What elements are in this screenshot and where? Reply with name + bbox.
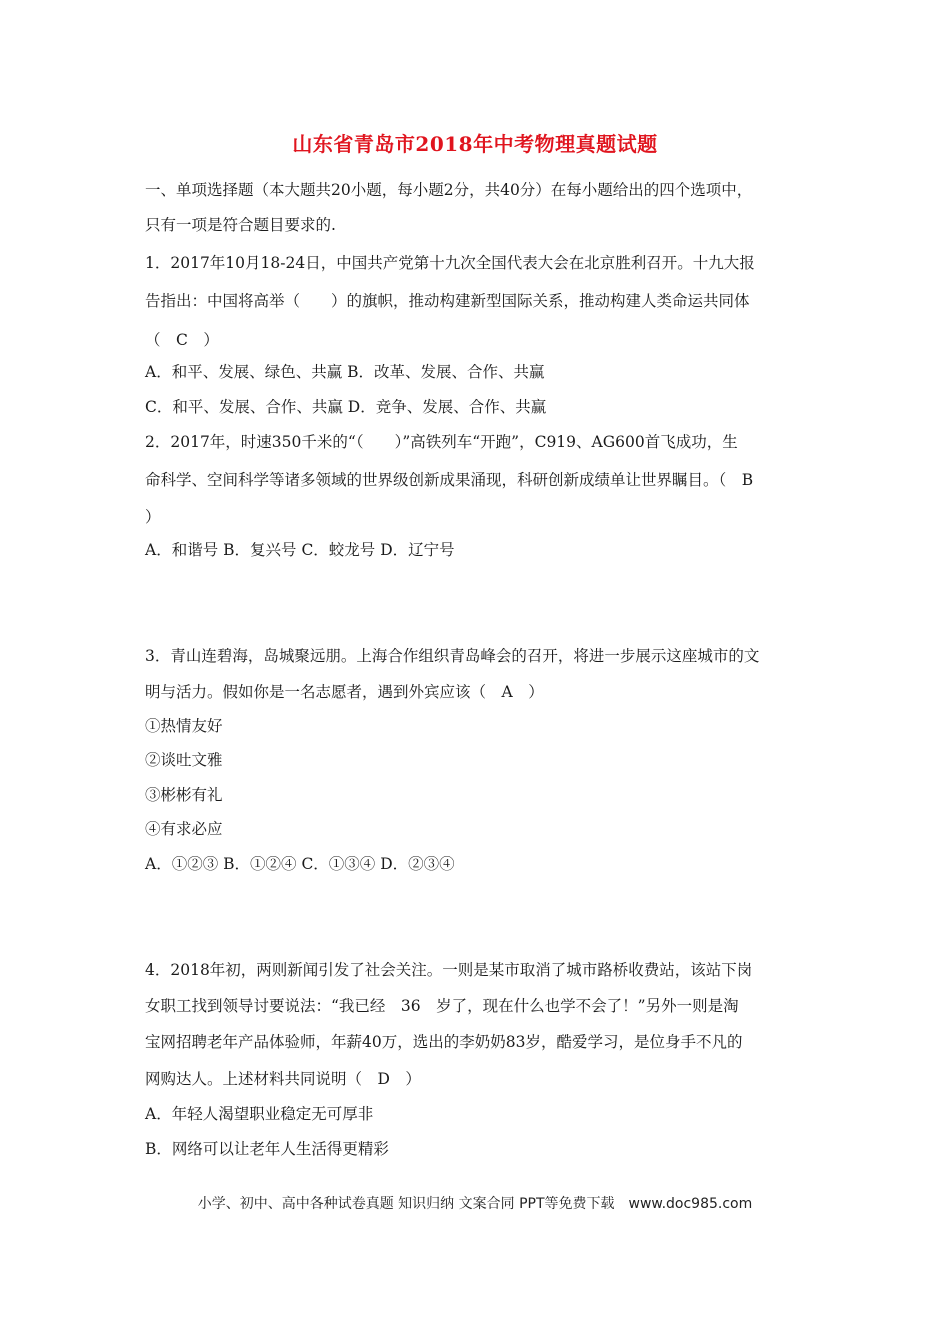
question-2-options: A．和谐号 B．复兴号 C．蛟龙号 D．辽宁号 (145, 541, 455, 559)
question-1-options: C．和平、发展、合作、共赢 D．竞争、发展、合作、共赢 (145, 398, 547, 416)
document-title: 山东省青岛市2018年中考物理真题试题 (292, 132, 658, 156)
question-1-options: A．和平、发展、绿色、共赢 B．改革、发展、合作、共赢 (145, 363, 545, 381)
question-2-text: 2．2017年，时速350千米的“（ ）”高铁列车“开跑”，C919、AG600首飞成功，生 (145, 433, 738, 451)
section-heading: 一、单项选择题（本大题共20小题，每小题2分，共40分）在每小题给出的四个选项中， (145, 181, 753, 199)
question-4-text: 4．2018年初，两则新闻引发了社会关注。一则是某市取消了城市路桥收费站，该站下岗 (145, 961, 753, 979)
question-2-text: ） (145, 508, 161, 526)
question-3-options: A．①②③ B．①②④ C．①③④ D．②③④ (145, 855, 455, 873)
question-3-item: ④有求必应 (145, 820, 223, 838)
section-heading-cont: 只有一项是符合题目要求的. (145, 216, 336, 234)
question-4-option-b: B．网络可以让老年人生活得更精彩 (145, 1140, 389, 1158)
question-3-item: ②谈吐文雅 (145, 751, 223, 769)
question-4-option-a: A．年轻人渴望职业稳定无可厚非 (145, 1105, 374, 1123)
question-3-text: 3．青山连碧海，岛城聚远朋。上海合作组织青岛峰会的召开，将进一步展示这座城市的文 (145, 647, 760, 665)
question-3-item: ③彬彬有礼 (145, 786, 223, 804)
question-1-text: 告指出：中国将高举（ ）的旗帜，推动构建新型国际关系，推动构建人类命运共同体 (145, 292, 750, 310)
question-3-item: ①热情友好 (145, 717, 223, 735)
question-4-text: 女职工找到领导讨要说法：“我已经 36 岁了，现在什么也学不会了！”另外一则是淘 (145, 997, 739, 1015)
question-1-answer: （ C ） (145, 331, 219, 349)
question-2-text: 命科学、空间科学等诸多领域的世界级创新成果涌现，科研创新成绩单让世界瞩目。（ B (145, 471, 754, 489)
question-4-text: 宝网招聘老年产品体验师，年薪40万，选出的李奶奶83岁，酷爱学习，是位身手不凡的 (145, 1033, 743, 1051)
question-4-text: 网购达人。上述材料共同说明（ D ） (145, 1070, 421, 1088)
question-1-text: 1．2017年10月18-24日，中国共产党第十九次全国代表大会在北京胜利召开。十九大报 (145, 254, 755, 272)
question-3-text: 明与活力。假如你是一名志愿者，遇到外宾应该（ A ） (145, 683, 544, 701)
page-footer: 小学、初中、高中各种试卷真题 知识归纳 文案合同 PPT等免费下载 www.doc985.com (197, 1196, 753, 1212)
